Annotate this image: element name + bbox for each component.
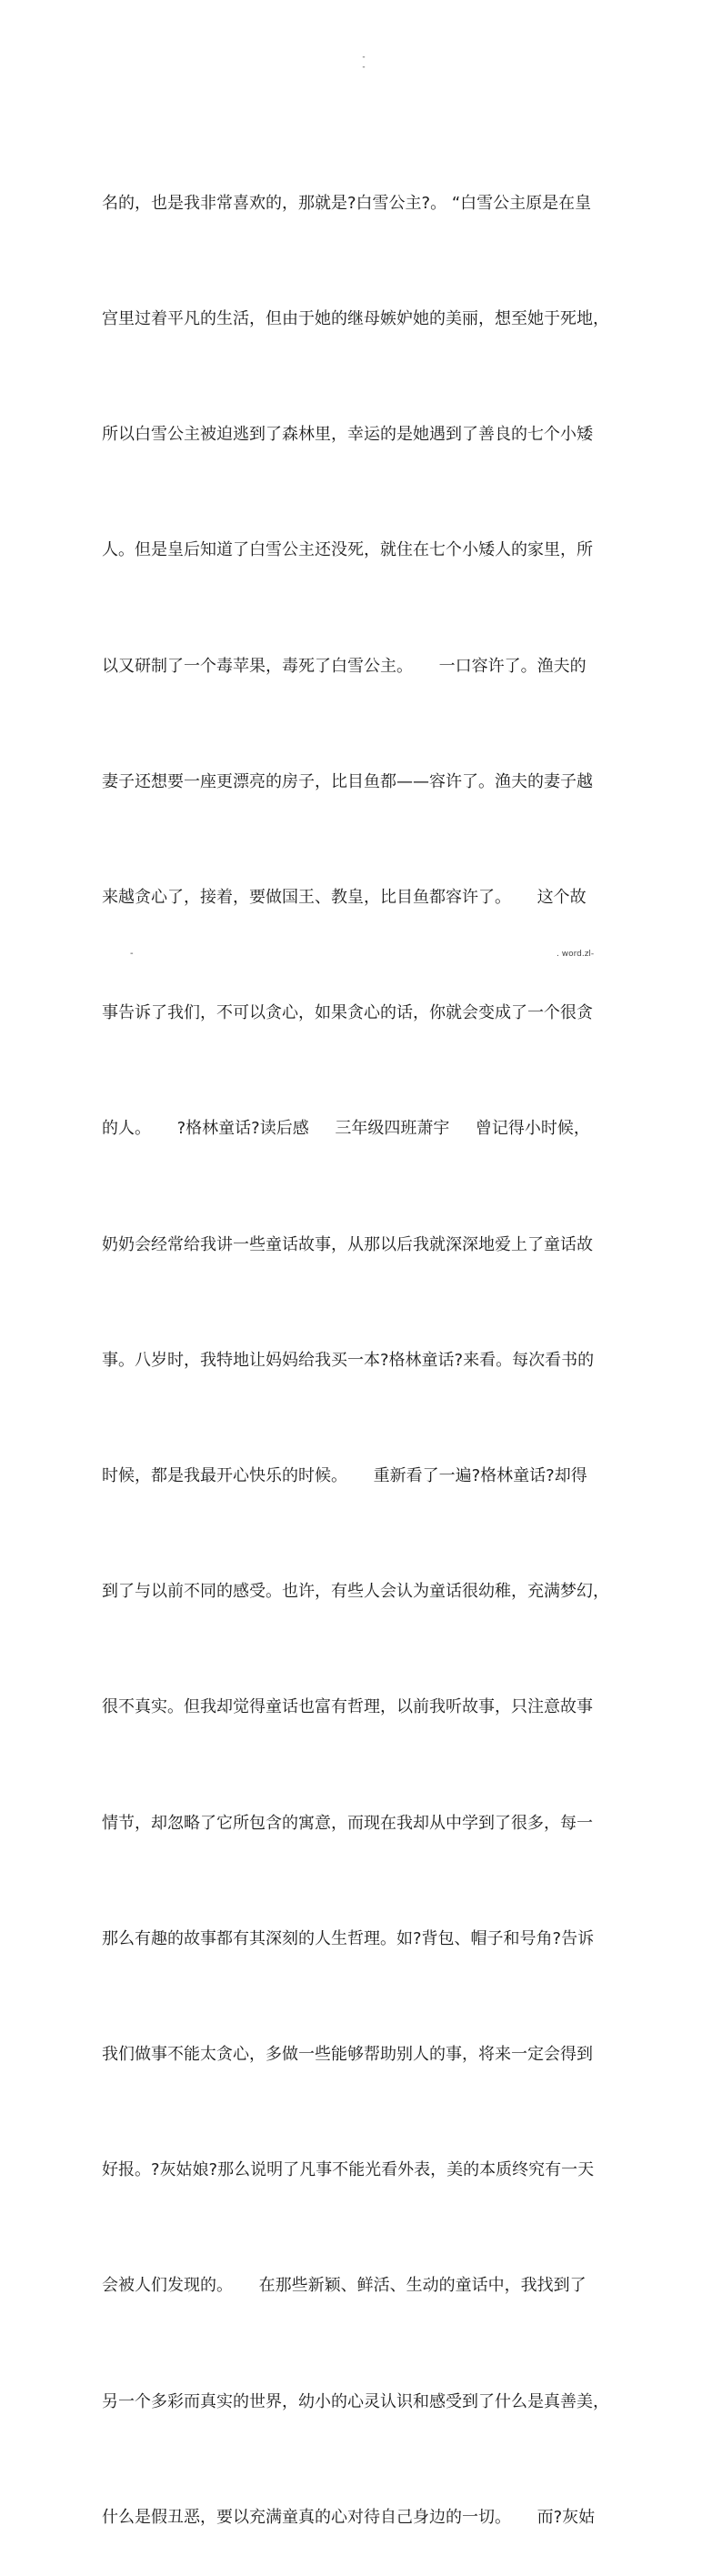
- document-body: [102, 107, 629, 2576]
- body-line: 时候，都是我最开心快乐的时候。 重新看了一遍?格林童话?却得: [102, 1466, 587, 1486]
- body-line: 妻子还想要一座更漂亮的房子，比目鱼都——容许了。渔夫的妻子越: [102, 771, 593, 791]
- page-header-mark: [358, 53, 369, 73]
- body-line: 另一个多彩而真实的世界，幼小的心灵认识和感受到了什么是真善美，: [102, 2391, 609, 2411]
- body-line: 名的，也是我非常喜欢的，那就是?白雪公主?。 “白雪公主原是在皇: [102, 193, 592, 213]
- body-line: 事。八岁时，我特地让妈妈给我买一本?格林童话?来看。每次看书的: [102, 1350, 595, 1370]
- body-line: 什么是假丑恶，要以充满童真的心对待自己身边的一切。 而?灰姑: [102, 2507, 596, 2527]
- body-line: 所以白雪公主被迫逃到了森林里，幸运的是她遇到了善良的七个小矮: [102, 425, 593, 445]
- body-line: 会被人们发现的。 在那些新颖、鲜活、生动的童话中，我找到了: [102, 2276, 587, 2296]
- body-line: 来越贪心了，接着，要做国王、教皇，比目鱼都容许了。 这个故: [102, 888, 587, 908]
- body-line: 情节，却忽略了它所包含的寓意，而现在我却从中学到了很多，每一: [102, 1813, 593, 1833]
- footer-right-text: . word.zl-: [557, 950, 595, 959]
- header-mark-top: -: [362, 53, 366, 62]
- body-line: 事告诉了我们，不可以贪心，如果贪心的话，你就会变成了一个很贪: [102, 1003, 593, 1023]
- body-line: 很不真实。但我却觉得童话也富有哲理，以前我听故事，只注意故事: [102, 1697, 593, 1717]
- body-line: 宫里过着平凡的生活，但由于她的继母嫉妒她的美丽，想至她于死地，: [102, 309, 609, 329]
- body-line: 以又研制了一个毒苹果，毒死了白雪公主。 一口容许了。渔夫的: [102, 656, 587, 676]
- body-line: 那么有趣的故事都有其深刻的人生哲理。如?背包、帽子和号角?告诉: [102, 1928, 595, 1948]
- body-line: 到了与以前不同的感受。也许，有些人会认为童话很幼稚，充满梦幻，: [102, 1582, 609, 1602]
- body-line: 我们做事不能太贪心，多做一些能够帮助别人的事，将来一定会得到: [102, 2045, 593, 2065]
- body-line: 好报。?灰姑娘?那么说明了凡事不能光看外表，美的本质终究有一天: [102, 2160, 595, 2180]
- body-line: 人。但是皇后知道了白雪公主还没死，就住在七个小矮人的家里，所: [102, 540, 593, 560]
- body-line: 奶奶会经常给我讲一些童话故事，从那以后我就深深地爱上了童话故: [102, 1234, 593, 1254]
- body-line: 的人。 ?格林童话?读后感 三年级四班萧宇 曾记得小时候，: [102, 1119, 590, 1139]
- footer-left-mark: -: [130, 949, 134, 959]
- header-mark-bottom: -: [362, 63, 366, 72]
